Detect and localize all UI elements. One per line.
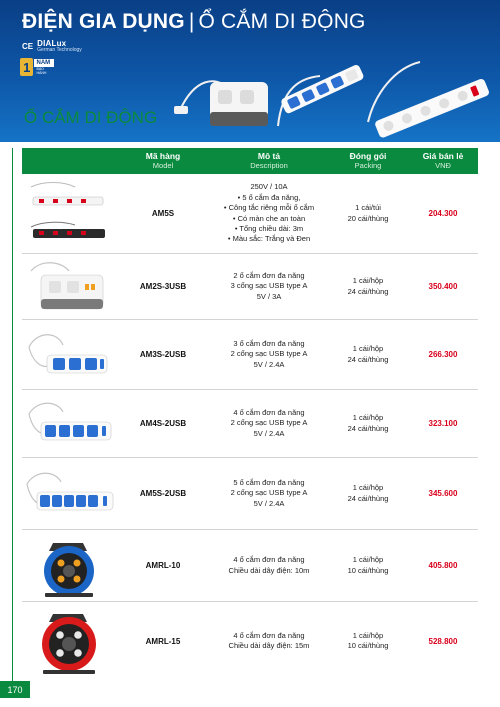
product-packing — [328, 254, 408, 319]
product-price: 345.600 — [428, 489, 458, 498]
desc-line: • 5 ổ cắm đa năng, — [237, 192, 301, 202]
header-image-cell — [22, 148, 116, 174]
product-code: AM3S-2USB — [139, 350, 187, 359]
product-packing — [328, 458, 408, 529]
product-price: 266.300 — [428, 350, 458, 359]
brand-logo — [37, 40, 82, 53]
product-packing — [328, 174, 408, 253]
product-code: AM4S-2USB — [139, 419, 187, 428]
pack-line: 1 cái/hộp — [352, 630, 384, 640]
desc-line: • Có màn che an toàn — [232, 213, 306, 223]
pack-line: 24 cái/thùng — [347, 354, 389, 364]
desc-line: 3 ổ cắm đơn đa năng — [233, 338, 305, 348]
pack-line: 24 cái/thùng — [347, 286, 389, 296]
header-pack-en: Packing — [354, 160, 382, 170]
product-table — [22, 148, 478, 680]
product-description — [210, 390, 328, 457]
desc-line: 5V / 2.4A — [253, 498, 285, 508]
ce-mark: CE — [22, 42, 34, 51]
product-image-am4s-2usb — [23, 394, 115, 454]
brand-row — [22, 40, 82, 53]
pack-line: 1 cái/hộp — [352, 413, 384, 422]
header-desc-en: Description — [250, 160, 288, 170]
product-description — [210, 602, 328, 680]
product-image-am3s-2usb — [23, 325, 115, 385]
product-description — [210, 254, 328, 319]
desc-line: Chiều dài dây điện: 10m — [228, 565, 310, 575]
header-price-vi: Giá bán lẻ — [422, 150, 464, 161]
header-separator: | — [188, 10, 195, 33]
hero-products-image — [170, 48, 500, 142]
product-image-amrl-15 — [23, 606, 115, 676]
product-packing — [328, 602, 408, 680]
brand-tagline: German Technology — [37, 47, 82, 53]
table-row — [22, 174, 478, 254]
product-image-cell — [22, 458, 116, 529]
pack-line: 24 cái/thùng — [347, 493, 389, 503]
desc-line: 4 ổ cắm đơn đa năng — [233, 555, 305, 565]
product-price: 350.400 — [428, 282, 458, 291]
desc-line: 250V / 10A — [250, 182, 288, 192]
header-title-sub: Ổ CẮM DI ĐỘNG — [198, 10, 366, 33]
product-code: AM5S — [151, 209, 175, 218]
product-code: AM2S-3USB — [139, 282, 187, 291]
header-title — [22, 10, 366, 34]
desc-line: • Màu sắc: Trắng và Đen — [227, 234, 311, 244]
warranty-text: NĂM — [34, 59, 54, 67]
pack-line: 10 cái/thùng — [347, 565, 389, 575]
table-row — [22, 254, 478, 320]
brand-name: DIALux — [37, 39, 67, 48]
table-header — [22, 148, 478, 174]
desc-line: 3 cổng sạc USB type A — [230, 281, 308, 291]
product-description — [210, 174, 328, 253]
product-image-cell — [22, 320, 116, 389]
header-code-vi: Mã hàng — [145, 150, 181, 161]
pack-line: 24 cái/thùng — [347, 423, 389, 433]
header-price — [408, 148, 478, 174]
table-row — [22, 602, 478, 680]
header-desc — [210, 148, 328, 174]
table-row — [22, 530, 478, 602]
product-code: AM5S-2USB — [139, 489, 187, 498]
desc-line: 4 ổ cắm đơn đa năng — [233, 630, 305, 640]
desc-line: 2 cổng sạc USB type A — [230, 418, 308, 428]
desc-line: 4 ổ cắm đơn đa năng — [233, 407, 305, 417]
pack-line: 1 cái/hộp — [352, 276, 384, 285]
product-image-cell — [22, 530, 116, 601]
page-number: 170 — [0, 681, 30, 698]
product-packing — [328, 530, 408, 601]
left-rule — [12, 148, 13, 681]
product-image-cell — [22, 254, 116, 319]
header-pack-vi: Đóng gói — [349, 150, 387, 161]
header-code-en: Model — [152, 160, 174, 170]
product-price: 323.100 — [428, 419, 458, 428]
warranty-number: 1 — [20, 58, 33, 76]
desc-line: 2 cổng sạc USB type A — [230, 349, 308, 359]
product-image-amrl-10 — [23, 533, 115, 599]
product-description — [210, 320, 328, 389]
pack-line: 1 cái/hộp — [352, 344, 384, 353]
pack-line: 1 cái/hộp — [352, 483, 384, 492]
pack-line: 20 cái/thùng — [347, 213, 389, 223]
warranty-badge — [20, 58, 54, 76]
pack-line: 10 cái/thùng — [347, 641, 389, 650]
warranty-sub: BẢO HÀNH — [36, 66, 47, 75]
header-title-main: ĐIỆN GIA DỤNG — [22, 10, 185, 33]
section-title: Ổ CẮM DI ĐỘNG — [24, 108, 158, 127]
product-price: 204.300 — [428, 209, 458, 218]
product-packing — [328, 320, 408, 389]
product-description — [210, 458, 328, 529]
product-price: 405.800 — [428, 561, 458, 570]
product-code: AMRL-10 — [145, 561, 181, 570]
desc-line: 5 ổ cắm đơn đa năng — [233, 477, 305, 487]
header-price-en: VNĐ — [435, 160, 451, 170]
product-code: AMRL-15 — [145, 636, 181, 646]
desc-line: • Công tắc riêng mỗi ổ cắm — [223, 203, 315, 213]
desc-line: 2 ổ cắm đơn đa năng — [233, 270, 305, 280]
product-image-am2s-3usb — [23, 257, 115, 317]
pack-line: 1 cái/hộp — [352, 555, 384, 564]
header-desc-vi: Mô tả — [257, 150, 281, 161]
table-row — [22, 320, 478, 390]
pack-line: 1 cái/túi — [355, 203, 381, 212]
product-image-am5s — [23, 179, 115, 249]
desc-line: • Tổng chiều dài: 3m — [234, 223, 304, 233]
header-code — [116, 148, 210, 174]
product-image-cell — [22, 174, 116, 253]
desc-line: 5V / 2.4A — [253, 359, 285, 369]
header-pack — [328, 148, 408, 174]
table-row — [22, 390, 478, 458]
product-image-cell — [22, 390, 116, 457]
table-row — [22, 458, 478, 530]
desc-line: Chiều dài dây điện: 15m — [228, 641, 310, 650]
desc-line: 5V / 3A — [256, 291, 282, 301]
product-image-am5s-2usb — [23, 464, 115, 524]
product-price: 528.800 — [428, 636, 458, 646]
product-packing — [328, 390, 408, 457]
product-description — [210, 530, 328, 601]
product-image-cell — [22, 602, 116, 680]
desc-line: 5V / 2.4A — [253, 428, 285, 438]
desc-line: 2 cổng sạc USB type A — [230, 488, 308, 498]
